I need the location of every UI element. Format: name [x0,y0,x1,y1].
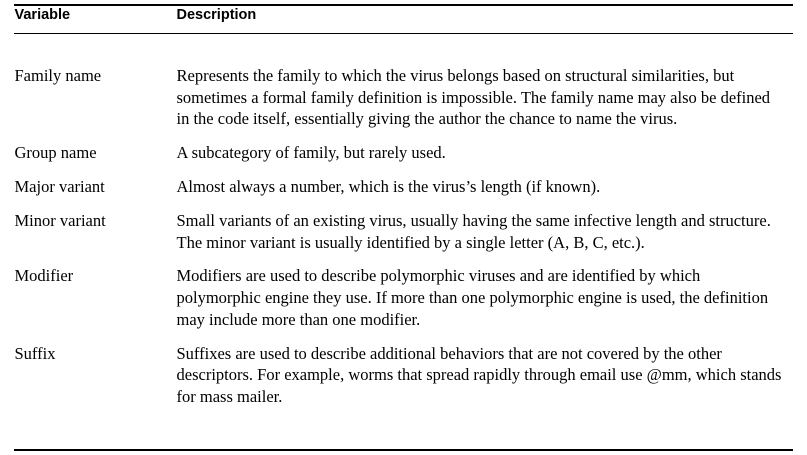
row-variable: Modifier [14,266,74,286]
row-variable: Suffix [14,343,56,363]
variable-description-table [15,0,793,412]
column-header-variable: Variable [14,7,71,23]
table-top-rule [14,4,793,6]
row-variable: Group name [14,143,97,163]
table-row [15,134,793,168]
table-body [15,33,793,412]
row-variable: Minor variant [14,210,106,230]
row-description: Almost always a number, which is the virus’s length (if known). [176,177,601,196]
row-description: Suffixes are used to describe additional behaviors that are not covered by the other descriptors. For example, worms that spread rapidly through email use @mm, which stands for mass mailer. [176,343,782,407]
table-row [15,335,793,412]
row-description: Small variants of an existing virus, usually having the same infective length and structure. The minor variant is usually identified by a single letter (A, B, C, etc.). [176,210,771,252]
row-description: Represents the family to which the virus belongs based on structural similarities, but sometimes a formal family definition is impossible. The family name may also be defined in the code itself, essentially giving the author the chance to name the virus. [176,65,771,129]
table-row [15,257,793,334]
table-row [15,202,793,258]
row-variable: Family name [14,65,102,85]
table-row [15,168,793,202]
table-header-rule [14,33,793,34]
row-description: A subcategory of family, but rarely used. [176,143,446,163]
row-variable: Major variant [14,177,105,196]
table-row [15,57,793,134]
spacer-cell [15,33,175,57]
row-description: Modifiers are used to describe polymorphic viruses and are identified by which polymorphic engine they use. If more than one polymorphic engine is used, the definition may include more than one modifier. [176,266,769,329]
column-header-description: Description [176,7,257,23]
header-spacer-row [15,33,793,57]
spacer-cell [175,33,793,57]
table-bottom-rule [14,449,793,451]
